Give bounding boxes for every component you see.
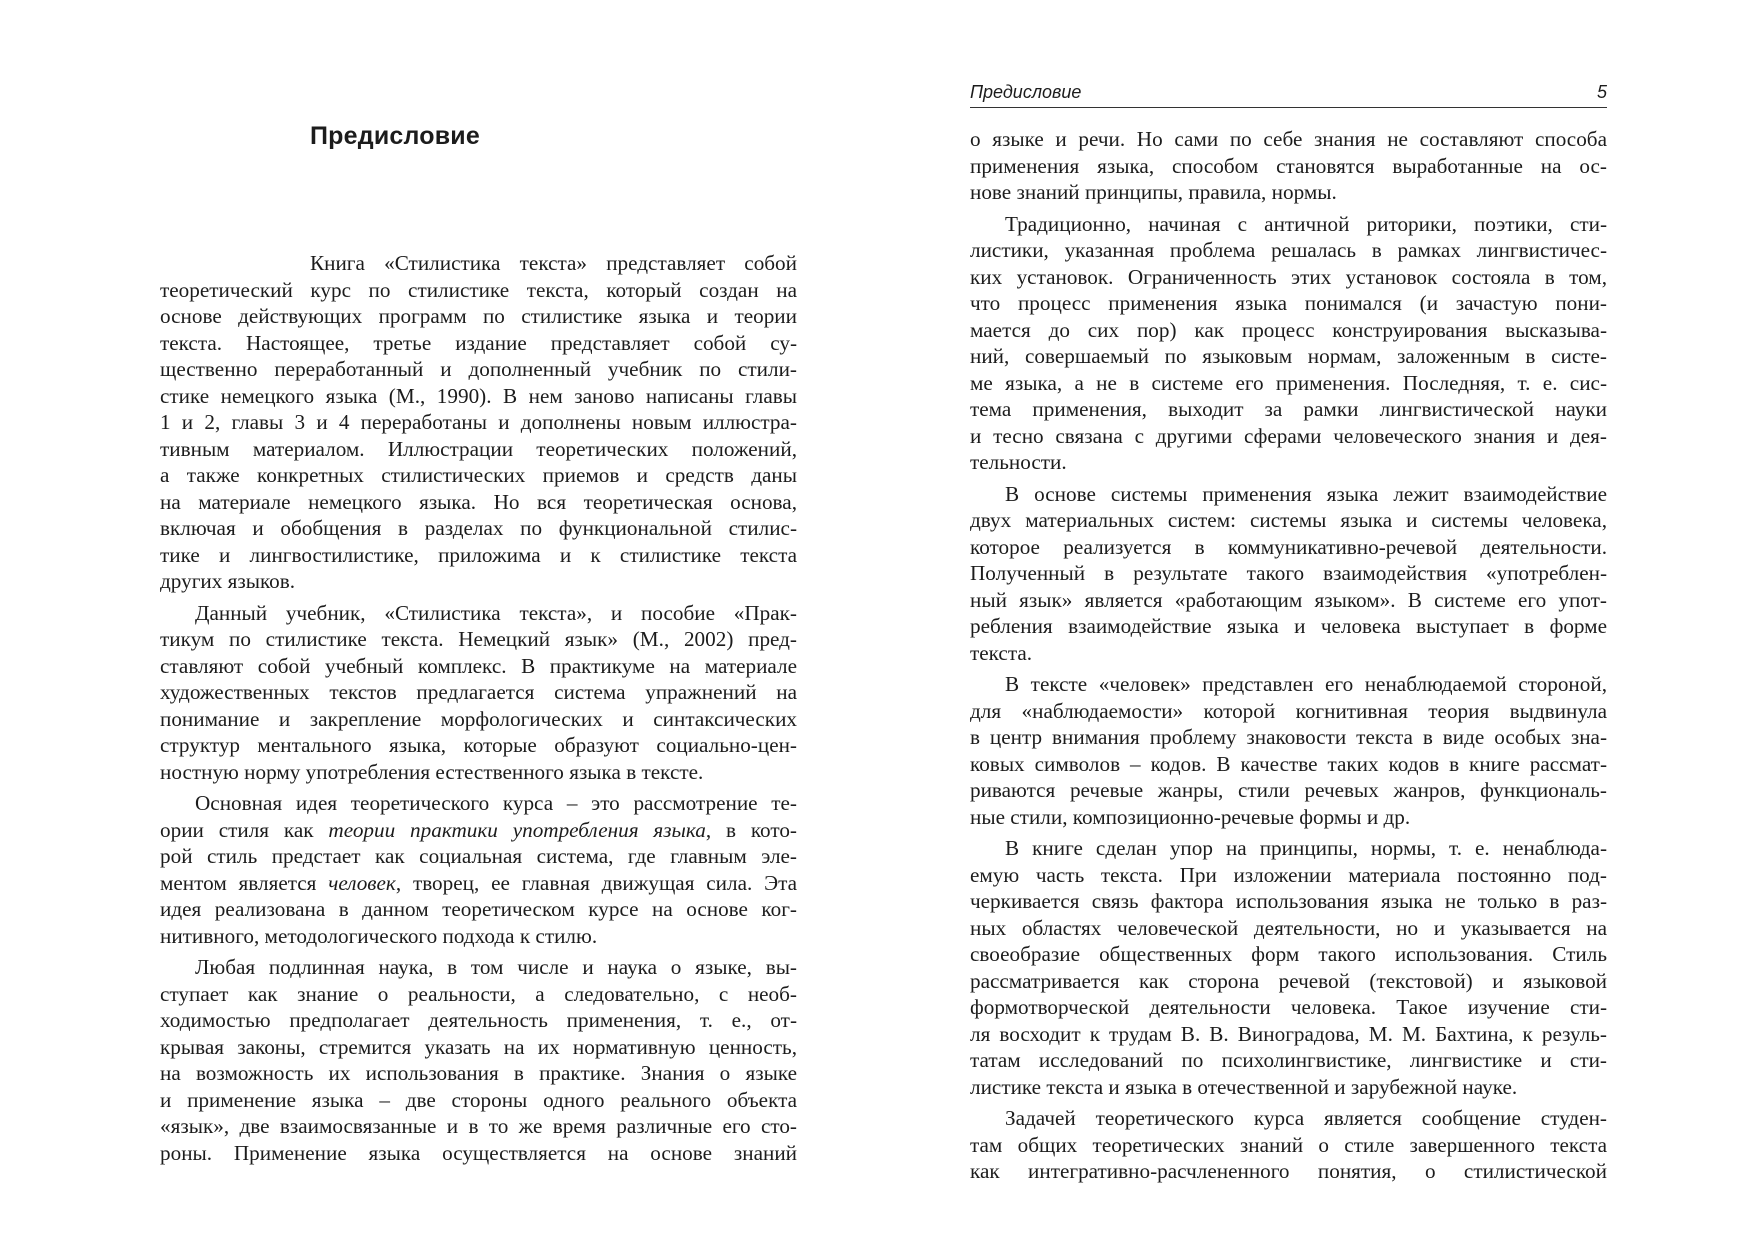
text-line: ступает как знание о реальности, а следовательно, с необ- bbox=[160, 981, 797, 1006]
text-line: щественно переработанный и дополненный учебник по стили- bbox=[160, 357, 797, 381]
text-line: «язык», две взаимосвязанные и в то же время различные его сто- bbox=[160, 1114, 797, 1138]
text-line: о языке и речи. Но сами по себе знания не составляют способа bbox=[970, 127, 1607, 151]
text-line: ний, совершаемый по языковым нормам, заложенным в систе- bbox=[970, 344, 1607, 368]
text-line: двух материальных систем: системы языка и системы человека, bbox=[970, 508, 1607, 532]
text-line: Данный учебник, «Стилистика текста», и пособие «Прак- bbox=[195, 600, 797, 625]
text-line: ме языка, а не в системе его применения. Последняя, т. е. сис- bbox=[970, 370, 1607, 395]
text-line: на возможность их использования в практике. Знания о языке bbox=[160, 1061, 797, 1085]
text-line: тельности. bbox=[970, 450, 1067, 474]
text-line: основе действующих программ по стилистике языка и теории bbox=[160, 304, 797, 328]
text-line: теоретический курс по стилистике текста, который создан на bbox=[160, 277, 797, 302]
text-line: текста. bbox=[970, 640, 1033, 665]
text-line: тике и лингвостилистике, приложима и к стилистике текста bbox=[160, 542, 797, 567]
text-line: ных областях человеческой деятельности, но и указывается на bbox=[970, 915, 1607, 940]
text-line: тикум по стилистике текста. Немецкий язык» (М., 2002) пред- bbox=[160, 627, 797, 651]
text-line: других языков. bbox=[160, 569, 296, 593]
text-line: ностную норму употребления естественного языка в тексте. bbox=[160, 759, 704, 784]
text-line: идея реализована в данном теоретическом курсе на основе ког- bbox=[160, 897, 797, 921]
text-line-mixed bbox=[160, 817, 797, 844]
text-line: риваются речевые жанры, стили речевых жанров, функциональ- bbox=[970, 778, 1607, 802]
text-line: что процесс применения языка понимался (и зачастую пони- bbox=[970, 291, 1607, 315]
text-line: как интегративно-расчлененного понятия, о стилистической bbox=[970, 1159, 1607, 1183]
text-line: ставляют собой учебный комплекс. В практикуме на материале bbox=[160, 653, 797, 678]
text-run: , в кото- bbox=[705, 817, 797, 842]
text-line: и тесно связана с другими сферами человеческого знания и дея- bbox=[970, 423, 1607, 448]
text-line: В книге сделан упор на принципы, нормы, т. е. ненаблюда- bbox=[1005, 836, 1607, 860]
text-line-mixed bbox=[160, 870, 797, 897]
text-line: Основная идея теоретического курса – это рассмотрение те- bbox=[195, 791, 797, 815]
text-line: крывая законы, стремится указать на их нормативную ценность, bbox=[160, 1034, 797, 1059]
text-line: ный язык» является «работающим языком». В системе его упот- bbox=[970, 587, 1607, 612]
text-line: для «наблюдаемости» которой когнитивная теория выдвинула bbox=[970, 698, 1607, 723]
text-line: В основе системы применения языка лежит взаимодействие bbox=[1005, 481, 1607, 506]
text-line: ковых символов – кодов. В качестве таких кодов в книге рассмат- bbox=[970, 751, 1607, 776]
text-line: листике текста и языка в отечественной и зарубежной науке. bbox=[970, 1074, 1518, 1099]
left-page-text bbox=[160, 250, 797, 1166]
text-line: ля восходит к трудам В. В. Виноградова, М. М. Бахтина, к резуль- bbox=[970, 1021, 1607, 1046]
text-line: на материале немецкого языка. Но вся теоретическая основа, bbox=[160, 489, 797, 514]
page-number: 5 bbox=[1596, 82, 1607, 102]
text-line: Полученный в результате такого взаимодействия «употреблен- bbox=[970, 561, 1607, 585]
text-run: , творец, ее главная движущая сила. Эта bbox=[395, 870, 797, 895]
text-line: ные стили, композиционно-речевые формы и др. bbox=[970, 804, 1411, 829]
text-line: там общих теоретических знаний о стиле завершенного текста bbox=[970, 1132, 1607, 1157]
text-line: листики, указанная проблема решалась в рамках лингвистичес- bbox=[970, 238, 1607, 262]
text-line: емую часть текста. При изложении материала постоянно под- bbox=[970, 862, 1607, 887]
text-line: и применение языка – две стороны одного реального объекта bbox=[160, 1087, 797, 1112]
right-page-text bbox=[970, 126, 1607, 1185]
text-line: структур ментального языка, которые образуют социально-цен- bbox=[160, 733, 797, 757]
text-line: тема применения, выходит за рамки лингвистической науки bbox=[970, 397, 1607, 421]
text-line: формотворческой деятельности человека. Такое изучение сти- bbox=[970, 995, 1607, 1019]
text-line: своеобразие общественных форм такого использования. Стиль bbox=[970, 942, 1607, 966]
text-line: Задачей теоретического курса является сообщение студен- bbox=[1005, 1106, 1607, 1130]
text-line: ких установок. Ограниченность этих установок состояла в том, bbox=[970, 264, 1607, 289]
text-line: 1 и 2, главы 3 и 4 переработаны и дополнены новым иллюстра- bbox=[160, 410, 797, 434]
text-line: нове знаний принципы, правила, нормы. bbox=[970, 180, 1337, 204]
text-line: Любая подлинная наука, в том числе и наука о языке, вы- bbox=[195, 955, 797, 979]
text-run: ории стиля как bbox=[160, 817, 329, 842]
text-line: а также конкретных стилистических приемов и средств даны bbox=[160, 463, 797, 487]
text-line: Традиционно, начиная с античной риторики, поэтики, сти- bbox=[1005, 211, 1607, 236]
chapter-title: Предисловие bbox=[310, 122, 480, 150]
text-line: понимание и закрепление морфологических и синтаксических bbox=[160, 706, 797, 731]
text-line: В тексте «человек» представлен его ненаблюдаемой стороной, bbox=[1005, 672, 1607, 696]
text-line: татам исследований по психолингвистике, лингвистике и сти- bbox=[970, 1048, 1607, 1072]
text-line: художественных текстов предлагается система упражнений на bbox=[160, 680, 797, 704]
text-line: в центр внимания проблему знаковости текста в виде особых зна- bbox=[970, 725, 1607, 749]
text-line: черкивается связь фактора использования языка не только в раз- bbox=[970, 889, 1607, 913]
running-header-title: Предисловие bbox=[970, 82, 1082, 102]
text-line: роны. Применение языка осуществляется на основе знаний bbox=[160, 1140, 797, 1165]
text-run: ментом является bbox=[160, 870, 329, 895]
running-header bbox=[970, 82, 1607, 108]
text-line: включая и обобщения в разделах по функциональной стилис- bbox=[160, 516, 797, 540]
text-line: которое реализуется в коммуникативно-речевой деятельности. bbox=[970, 534, 1607, 559]
text-line: ходимостью предполагает деятельность применения, т. е., от- bbox=[160, 1008, 797, 1032]
italic-phrase: теории практики употребления языка bbox=[328, 817, 706, 842]
text-line: Книга «Стилистика текста» представляет собой bbox=[310, 251, 797, 275]
text-line: текста. Настоящее, третье издание представляет собой су- bbox=[160, 330, 797, 355]
italic-phrase: человек bbox=[328, 870, 396, 895]
text-line: ребления взаимодействие языка и человека выступает в форме bbox=[970, 614, 1607, 638]
text-line: применения языка, способом становятся выработанные на ос- bbox=[970, 153, 1607, 178]
text-line: тивным материалом. Иллюстрации теоретических положений, bbox=[160, 436, 797, 461]
text-line: рой стиль предстает как социальная система, где главным эле- bbox=[160, 844, 797, 868]
text-line: нитивного, методологического подхода к стилю. bbox=[160, 923, 598, 948]
text-line: стике немецкого языка (М., 1990). В нем заново написаны главы bbox=[160, 383, 797, 408]
text-line: рассматривается как сторона речевой (текстовой) и языковой bbox=[970, 968, 1607, 993]
text-line: мается до сих пор) как процесс конструирования высказыва- bbox=[970, 317, 1607, 342]
